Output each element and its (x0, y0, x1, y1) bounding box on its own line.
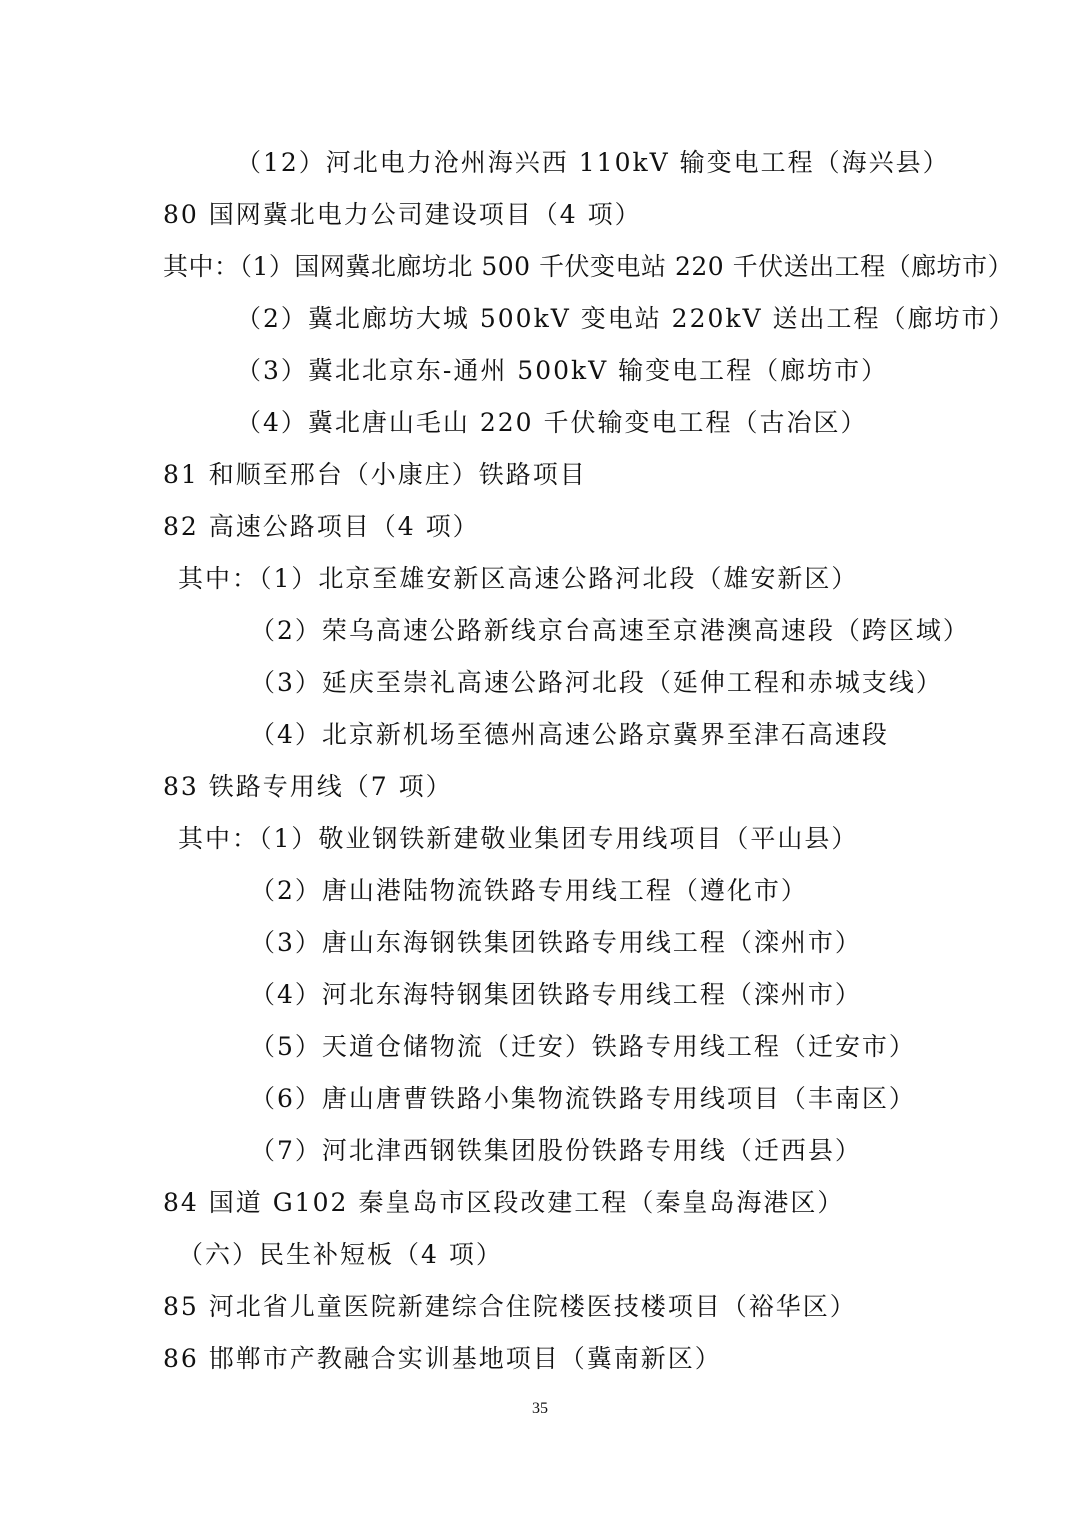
text-line: （2）冀北廊坊大城 500kV 变电站 220kV 送出工程（廊坊市） (236, 304, 1016, 333)
text-line: （7）河北津西钢铁集团股份铁路专用线（迁西县） (250, 1136, 862, 1165)
text-line: 其中：（1）国网冀北廊坊北 500 千伏变电站 220 千伏送出工程（廊坊市） (163, 252, 1014, 281)
text-line: 85 河北省儿童医院新建综合住院楼医技楼项目（裕华区） (163, 1292, 857, 1321)
text-line: （3）冀北北京东-通州 500kV 输变电工程（廊坊市） (236, 356, 889, 385)
section-heading: （六）民生补短板（4 项） (178, 1240, 503, 1269)
text-line: （2）唐山港陆物流铁路专用线工程（遵化市） (250, 876, 808, 905)
text-line: （4）北京新机场至德州高速公路京冀界至津石高速段 (250, 720, 889, 749)
text-line: 80 国网冀北电力公司建设项目（4 项） (163, 200, 642, 229)
text-line: （4）河北东海特钢集团铁路专用线工程（滦州市） (250, 980, 862, 1009)
text-line: （12）河北电力沧州海兴西 110kV 输变电工程（海兴县） (236, 148, 950, 177)
text-line: （4）冀北唐山毛山 220 千伏输变电工程（古冶区） (236, 408, 868, 437)
text-line: 86 邯郸市产教融合实训基地项目（冀南新区） (163, 1344, 722, 1373)
text-line: （3）延庆至崇礼高速公路河北段（延伸工程和赤城支线） (250, 668, 943, 697)
text-line: 其中：（1）敬业钢铁新建敬业集团专用线项目（平山县） (178, 824, 859, 853)
text-line: （6）唐山唐曹铁路小集物流铁路专用线项目（丰南区） (250, 1084, 916, 1113)
text-line: 其中：（1）北京至雄安新区高速公路河北段（雄安新区） (178, 564, 859, 593)
text-line: （2）荣乌高速公路新线京台高速至京港澳高速段（跨区域） (250, 616, 970, 645)
text-line: （5）天道仓储物流（迁安）铁路专用线工程（迁安市） (250, 1032, 916, 1061)
text-line: 84 国道 G102 秦皇岛市区段改建工程（秦皇岛海港区） (163, 1188, 845, 1217)
text-line: 83 铁路专用线（7 项） (163, 772, 453, 801)
text-line: 81 和顺至邢台（小康庄）铁路项目 (163, 460, 587, 489)
text-line: 82 高速公路项目（4 项） (163, 512, 480, 541)
page-number: 35 (532, 1400, 548, 1417)
text-line: （3）唐山东海钢铁集团铁路专用线工程（滦州市） (250, 928, 862, 957)
